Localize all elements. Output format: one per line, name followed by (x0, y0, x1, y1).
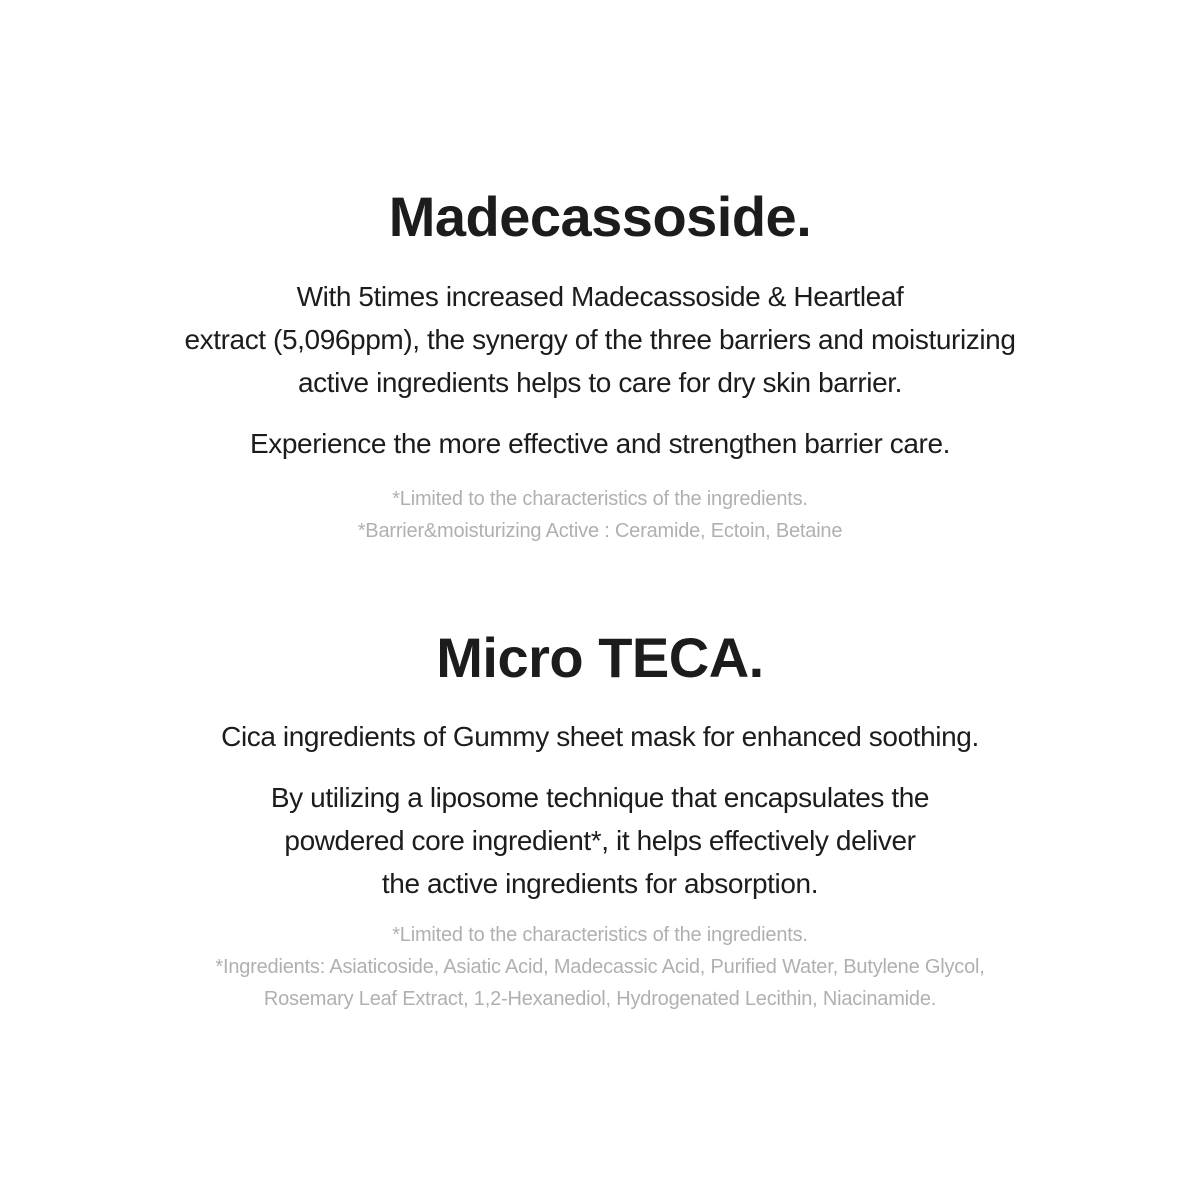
paragraph-line: powdered core ingredient*, it helps effectively deliver (284, 825, 916, 856)
madecassoside-title: Madecassoside. (388, 185, 812, 248)
section-micro-teca (0, 625, 1200, 1015)
footnote-line: *Limited to the characteristics of the ingredients. (392, 488, 808, 510)
footnote-line: Rosemary Leaf Extract, 1,2-Hexanediol, Hydrogenated Lecithin, Niacinamide. (263, 988, 937, 1010)
micro-teca-lead-line: Cica ingredients of Gummy sheet mask for enhanced soothing. (221, 721, 979, 752)
paragraph-line: With 5times increased Madecassoside & Heartleaf (296, 281, 904, 312)
madecassoside-emphasis-line: Experience the more effective and strengthen barrier care. (249, 428, 950, 459)
paragraph-line: By utilizing a liposome technique that encapsulates the (270, 782, 930, 813)
madecassoside-paragraph (0, 275, 1200, 404)
section-madecassoside (0, 184, 1200, 547)
paragraph-line: active ingredients helps to care for dry skin barrier. (297, 367, 903, 398)
paragraph-line: extract (5,096ppm), the synergy of the three barriers and moisturizing (184, 324, 1016, 355)
micro-teca-title: Micro TECA. (436, 626, 764, 689)
footnote-line: *Ingredients: Asiaticoside, Asiatic Acid, Madecassic Acid, Purified Water, Butylene Glycol, (215, 956, 985, 978)
footnote-line: *Barrier&moisturizing Active : Ceramide, Ectoin, Betaine (357, 520, 843, 542)
micro-teca-paragraph (0, 776, 1200, 905)
footnote-line: *Limited to the characteristics of the ingredients. (392, 924, 808, 946)
paragraph-line: the active ingredients for absorption. (381, 868, 819, 899)
micro-teca-footnotes (0, 919, 1200, 1015)
madecassoside-footnotes (0, 483, 1200, 547)
